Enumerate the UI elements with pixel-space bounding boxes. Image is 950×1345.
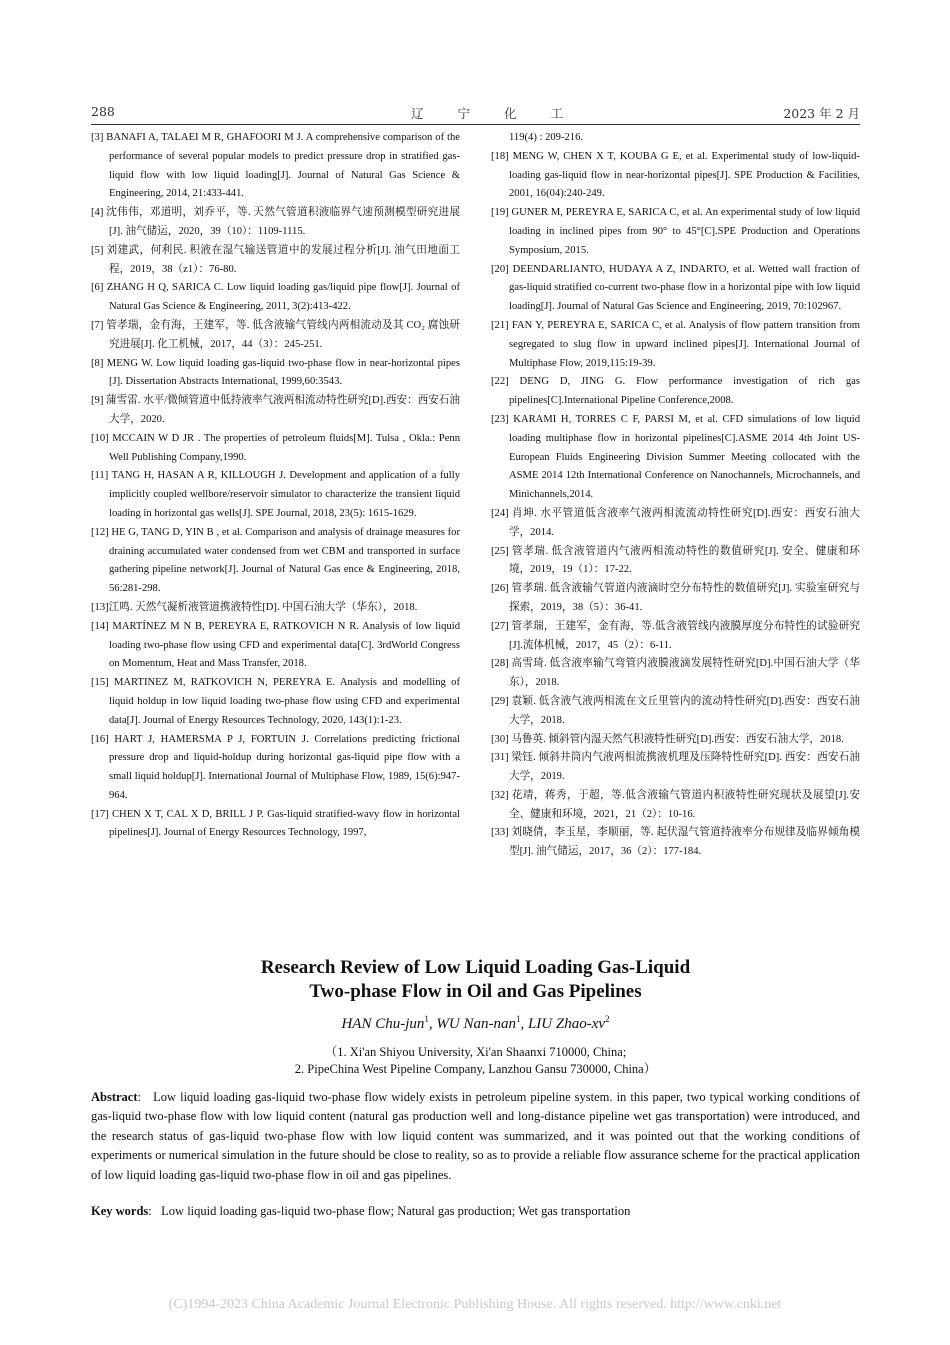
reference-item: [4] 沈伟伟，邓道明，刘乔平，等. 天然气管道积液临界气速预测模型研究进展[J]. 油气储运，2020，39（10）：1109-1115. (91, 207, 460, 237)
author-list: HAN Chu-jun$^1$, WU Nan-nan$^1$, LIU Zhao-$xv^2$ (341, 1014, 610, 1032)
issue-date: 2023 年 2 月 (783, 106, 860, 121)
reference-item: [31] 梁钰. 倾斜井筒内气液两相流携液机理及压降特性研究[D]. 西安：西安石油大学，2019. (491, 752, 860, 783)
reference-item: [17] CHEN X T, CAL X D, BRILL J P. Gas-liquid stratified-wavy flow in horizontal pipelines[J]. Journal of Energy Resources Technology, 1997, (91, 808, 460, 839)
author-affil-mark: 1 (424, 1014, 429, 1024)
reference-item: [14] MARTÍNEZ M N B, PEREYRA E, RATKOVICH N R. Analysis of low liquid loading two-phase flow using CFD and experimental data[C]. 3rdWorld Congress on Momentum, Heat and Mass Transfer, 2018. (91, 620, 460, 670)
abstract-block: Abstract: Low liquid loading gas-liquid two-phase flow widely exists in petroleum pipeline system. in this paper, two typical working conditions of gas-liquid two-phase flow with low liquid content (natural gas production well and long-distance pipeline wet gas transportation) were introduced, and the research status of gas-liquid two-phase flow with low liquid content was summarized, and it was pointed out that the working conditions of experiments or numerical simulation in the future should be close to reality, so as to provide a reliable flow assurance scheme for the practical application of low liquid loading gas-liquid two-phase flow in oil and gas pipelines. (91, 1090, 860, 1182)
author-name: LIU Zhao-xv (527, 1016, 606, 1032)
reference-item: [22] DENG D, JING G. Flow performance investigation of rich gas pipelines[C].International Pipeline Conference,2008. (491, 376, 860, 407)
reference-item: [13]江鸣. 天然气凝析液管道携液特性[D]. 中国石油大学（华东），2018. (91, 601, 418, 613)
title-line-2: Two-phase Flow in Oil and Gas Pipelines (309, 981, 642, 1002)
keywords-label: Key words (91, 1204, 149, 1218)
reference-item: [27] 管孝瑞，王建军，金有海，等.低含液管线内液膜厚度分布特性的试验研究[J].流体机械，2017，45（2）：6-11. (491, 620, 860, 651)
reference-item: [33] 刘晓倩，李玉星，李顺丽，等. 起伏湿气管道持液率分布规律及临界倾角模型[J]. 油气储运，2017，36（2）：177-184. (491, 827, 860, 858)
reference-item: [18] MENG W, CHEN X T, KOUBA G E, et al. Experimental study of low-liquid-loading gas-liquid flow in near-horizontal pipes[J]. SPE Production & Facilities, 2001, 16(04):240-249. (491, 150, 860, 200)
reference-item: [10] MCCAIN W D JR . The properties of petroleum fluids[M]. Tulsa , Okla.: Penn Well Publishing Company,1990. (91, 432, 460, 463)
reference-item: [19] GUNER M, PEREYRA E, SARICA C, et al. An experimental study of low liquid loading in inclined pipes from 90° to 45°[C].SPE Production and Operations Symposium, 2015. (491, 207, 860, 256)
reference-item: [29] 袁颖. 低含液气液两相流在文丘里管内的流动特性研究[D].西安：西安石油大学，2018. (491, 695, 860, 726)
english-title (91, 956, 860, 1004)
reference-item: [15] MARTINEZ M, RATKOVICH N, PEREYRA E. Analysis and modelling of liquid holdup in low liquid loading two-phase flow using CFD and experimental data[J]. Journal of Energy Resources Technology, 2020, 143(1):1-23. (91, 677, 460, 726)
journal-name: 辽宁化工 (411, 106, 598, 121)
page-number: 288 (91, 104, 115, 119)
reference-item: [5] 刘建武，何利民. 积液在湿气输送管道中的发展过程分析[J]. 油气田地面工程，2019，38（z1）：76-80. (91, 244, 460, 275)
author-name: HAN Chu-jun (341, 1016, 425, 1032)
references-right-column (491, 129, 860, 862)
abstract-text: Low liquid loading gas-liquid two-phase flow widely exists in petroleum pipeline system. in this paper, two typical working conditions of gas-liquid two-phase flow with low liquid content (natural gas production well and long-distance pipeline wet gas transportation) were introduced, and the research status of gas-liquid two-phase flow with low liquid content was summarized, and it was pointed out that the working conditions of experiments or numerical simulation in the future should be close to reality, so as to provide a reliable flow assurance scheme for the practical application of low liquid loading gas-liquid two-phase flow in oil and gas pipelines. (91, 1090, 860, 1182)
keywords-text: Low liquid loading gas-liquid two-phase flow; Natural gas production; Wet gas transportation (161, 1204, 631, 1218)
reference-item: [20] DEENDARLIANTO, HUDAYA A Z, INDARTO, et al. Wetted wall fraction of gas-liquid stratified co-current two-phase flow in a horizontal pipe with low liquid loading[J]. Journal of Natural Gas Science and Engineering, 2019, 70:102967. (491, 263, 860, 313)
reference-item: [6] ZHANG H Q, SARICA C. Low liquid loading gas/liquid pipe flow[J]. Journal of Natural Gas Science & Engineering, 2011, 3(2):413-422. (91, 282, 460, 313)
author-affil-mark: 2 (605, 1014, 610, 1024)
reference-item: [26] 管孝瑞. 低含液输气管道内液滴时空分布特性的数值研究[J]. 实验室研究与探索，2019，38（5）：36-41. (491, 583, 860, 613)
reference-item: [25] 管孝瑞. 低含液管道内气液两相流动特性的数值研究[J]. 安全、健康和环境，2019，19（1）：17-22. (491, 545, 860, 576)
affiliation-2: 2. PipeChina West Pipeline Company, Lanzhou Gansu 730000, China） (294, 1062, 657, 1076)
reference-item: [32] 花靖，蒋秀，于超，等.低含液输气管道内积液特性研究现状及展望[J].安全、健康和环境，2021，21（2）：10-16. (491, 789, 860, 820)
title-line-1: Research Review of Low Liquid Loading Gas-Liquid (260, 957, 691, 978)
header-rule (91, 124, 860, 125)
reference-item: [8] MENG W. Low liquid loading gas-liquid two-phase flow in near-horizontal pipes [J]. Dissertation Abstracts International, 1999,60:3543. (91, 357, 460, 388)
author-name: WU Nan-nan (436, 1016, 516, 1032)
copyright-watermark: (C)1994-2023 China Academic Journal Electronic Publishing House. All rights reserved. http://www.cnki.net (168, 1297, 782, 1312)
reference-item: [11] TANG H, HASAN A R, KILLOUGH J. Development and application of a fully implicitly coupled wellbore/reservoir simulator to characterize the transient liquid loading in horizontal gas wells[J]. SPE Journal, 2018, 23(5): 1615-1629. (91, 470, 460, 519)
author-affil-mark: 1 (515, 1014, 521, 1024)
reference-item: [12] HE G, TANG D, YIN B , et al. Comparison and analysis of drainage measures for draining accumulated water condensed from wet CBM and transported in surface gathering pipeline network[J]. Journal of Natural Gas ence & Engineering, 2018, 56:281-298. (91, 526, 460, 595)
reference-item: [16] HART J, HAMERSMA P J, FORTUIN J. Correlations predicting frictional pressure drop and liquid-holdup during horizontal gas-liquid pipe flow with a small liquid holdup[J]. International Journal of Multiphase Flow, 1989, 15(6):947-964. (91, 733, 460, 801)
reference-continuation: 119(4) : 209-216. (509, 132, 584, 143)
keywords-block: Key words: Low liquid loading gas-liquid two-phase flow; Natural gas production; Wet gas transportation (91, 1204, 631, 1218)
affiliations (91, 1044, 860, 1078)
affiliation-1: （1. Xi'an Shiyou University, Xi'an Shaanxi 710000, China; (324, 1045, 627, 1059)
reference-item: [7] 管孝瑞，金有海，王建军，等. 低含液输气管线内两相流动及其 CO₂ 腐蚀研究进展[J]. 化工机械，2017，44（3）：245-251. (91, 319, 460, 350)
running-header (91, 104, 860, 124)
reference-item: [23] KARAMI H, TORRES C F, PARSI M, et al. CFD simulations of low liquid loading multiphase flow in horizontal pipelines[C].ASME 2014 4th Joint US-European Fluids Engineering Division Summer Meeting collocated with the ASME 2014 12th International Conference on Nanochannels, Microchannels, and Minichannels,2014. (491, 413, 860, 501)
references-left-column (91, 129, 460, 843)
reference-item: [21] FAN Y, PEREYRA E, SARICA C, et al. Analysis of flow pattern transition from segregated to slug flow in upward inclined pipes[J]. International Journal of Multiphase Flow, 2019,115:19-39. (491, 319, 860, 369)
reference-item: [9] 蒲雪雷. 水平/微倾管道中低持液率气液两相流动特性研究[D].西安：西安石油大学，2020. (91, 395, 460, 425)
reference-item: [30] 马鲁英. 倾斜管内湿天然气积液特性研究[D].西安：西安石油大学，2018. (491, 733, 844, 745)
abstract-label: Abstract (91, 1090, 138, 1104)
reference-item: [28] 高雪琦. 低含液率输气弯管内液膜液滴发展特性研究[D].中国石油大学（华东），2018. (491, 658, 860, 689)
reference-item: [24] 肖坤. 水平管道低含液率气液两相流流动特性研究[D].西安：西安石油大学，2014. (491, 507, 860, 538)
reference-item: [3] BANAFI A, TALAEI M R, GHAFOORI M J. A comprehensive comparison of the performance of several popular models to predict pressure drop in stratified gas-liquid flow with low liquid loading[J]. Journal of Natural Gas Science & Engineering, 2014, 21:433-441. (91, 132, 460, 200)
